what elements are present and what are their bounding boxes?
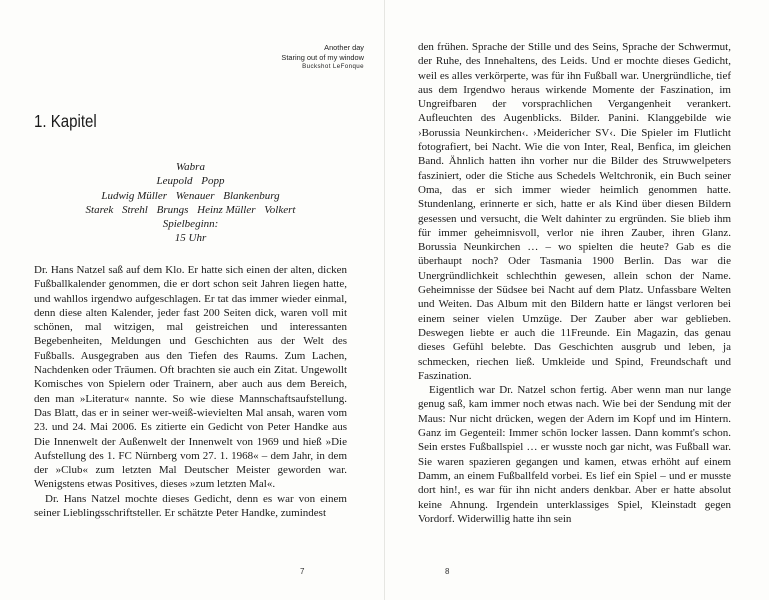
right-page [385, 0, 769, 600]
player-name: Wenauer [175, 189, 215, 202]
kickoff-label: Spielbeginn: [162, 218, 219, 231]
player-name: Wabra [176, 161, 205, 173]
kickoff-time: 15 Uhr [174, 232, 207, 245]
player-name: Brungs [156, 203, 189, 216]
player-name: Leupold [156, 175, 193, 188]
epigraph [204, 43, 364, 72]
epigraph-line-1: Another day [324, 43, 364, 52]
left-page [0, 0, 384, 600]
page-number: 7 [300, 567, 305, 576]
lineup-row-midfield [34, 189, 347, 203]
player-name: Volkert [264, 203, 296, 216]
player-name: Popp [201, 175, 225, 188]
player-name: Ludwig Müller [101, 189, 168, 202]
right-body-text [418, 40, 731, 526]
page-number: 8 [445, 567, 450, 576]
chapter-title: 1. Kapitel [34, 111, 97, 131]
paragraph: Eigentlich war Dr. Natzel schon fertig. Aber wenn man nur lange genug saß, kam immer noch etwas nach. Wie bei der Sendung mit der Maus: Nur nicht drücken, wegen der Adern im Kopf und im Hintern. Ganz im Gegenteil: Immer schön locker lassen. Dann kommt's schon. Sein erstes Fußballspiel … er wusste noch gar nicht, was Fußball war. Sie waren spazieren gegangen und kamen, etwas erhöht auf einem Damm, an einem Fußballfeld vorbei. Es lief ein Spiel – und er musste dort hin!, es war für ihn nicht anders denkbar. Aber er hatte absolut keine Ahnung. Irgendein unterklassiges Spiel, Kleinstadt gegen Vordorf. Widerwillig hatte ihn sein [418, 384, 731, 525]
lineup-row-defenders [34, 174, 347, 188]
paragraph: Dr. Hans Natzel saß auf dem Klo. Er hatte sich einen der alten, dicken Fußballkalender genommen, die er dort schon seit Jahren liegen hatte, und wahllos irgendwo aufgeschlagen. Er tat das immer wieder einmal, denn diese alten Kalender, jeder fast 200 Seiten dick, waren voll mit schönen, mal witzigen, mal geistreichen und interessanten Begebenheiten, Meldungen und Geschichten aus der Welt des Fußballs. Ausgegraben aus den Tiefen des Raums. Zum Lachen, Nachdenken oder Träumen. Oft brachten sie auch ein Zitat. Ungewollt Komisches von Spielern oder Trainern, aber auch aus dem Bereich, den man »Literatur« nannte. So wie diese Mannschaftsaufstellung. Das Blatt, das er in seiner wer-weiß-wievielten Mal ansah, waren vom 23. und 24. Mai 2006. Es zitierte ein Gedicht von Peter Handke aus Die Innenwelt der Außenwelt der Innenwelt von 1969 und hieß »Die Aufstellung des 1. FC Nürnberg vom 27. 1. 1968« – dem Jahr, in dem der »Club« zum letzten Mal Deutscher Meister geworden war. Wenigstens etwas Positives, dieses »zum letzten Mal«. [34, 264, 347, 491]
player-name: Heinz Müller [197, 203, 256, 216]
lineup-row-forwards [34, 203, 347, 217]
epigraph-line-2: Staring out of my window [281, 52, 364, 62]
team-lineup [34, 160, 347, 246]
lineup-row-goalkeeper [34, 160, 347, 174]
paragraph: Dr. Hans Natzel mochte dieses Gedicht, denn es war von einem seiner Lieblingsschriftsteller. Er schätzte Peter Handke, zumindest [34, 492, 347, 520]
epigraph-author: Buckshot LeFonque [302, 63, 364, 71]
left-body-text [34, 263, 347, 520]
player-name: Starek [85, 203, 114, 216]
player-name: Blankenburg [223, 189, 280, 202]
paragraph: den frühen. Sprache der Stille und des Seins, Sprache der Schwermut, der Ruhe, des Innehaltens, des Leids. Und er mochte dieses Gedicht, weil es alles verkörperte, was für ihn Fußball war. Unergründliche, tief aus dem Irgendwo heraus wirkende Momente der Faszination, im Ungreifbaren der vorsprachlichen Vergangenheit verankert. Aufleuchten des Augenblicks. Bilder. Panini. Klanggebilde wie ›Borussia Neunkirchen‹. ›Meidericher SV‹. Die Spieler im Flutlicht fotografiert, bei Nacht. Wie die von Inter, Real, Benfica, im gleichen Band. Ähnlich hatten ihn vorher nur die Bilder des Struwwelpeters fasziniert, oder die Stiche aus Schedels Weltchronik, ein Buch seiner Oma, das er sich immer wieder heimlich genommen hatte. Stundenlang, erinnerte er sich, hatte er als Kind über diesen Bildern gesessen und versucht, die Welt dahinter zu ergründen. Sie blieb ihm für immer geheimnisvoll, verlor nie ihren Zauber, ihren Glanz. Borussia Neunkirchen … – wo spielten die heute? Gab es die überhaupt noch? Oder Tasmania 1900 Berlin. Das war die Unergründlichkeit schlechthin gewesen, allein schon der Name. Geheimnisse der Südsee bei Nacht auf dem Platz. Unfassbare Welten und Weiten. Das Album mit den Bildern hatte er längst verloren bei einem seiner vielen Umzüge. Der Zauber aber war geblieben. Deswegen liebte er auch die 11Freunde. Ein Magazin, das genau dieses Gefühl belebte. Das Geschichten ausgrub und leben, ja schmecken, riechen ließ. Umkleide und Spind, Freundschaft und Faszination. [418, 41, 731, 382]
player-name: Strehl [122, 203, 148, 216]
